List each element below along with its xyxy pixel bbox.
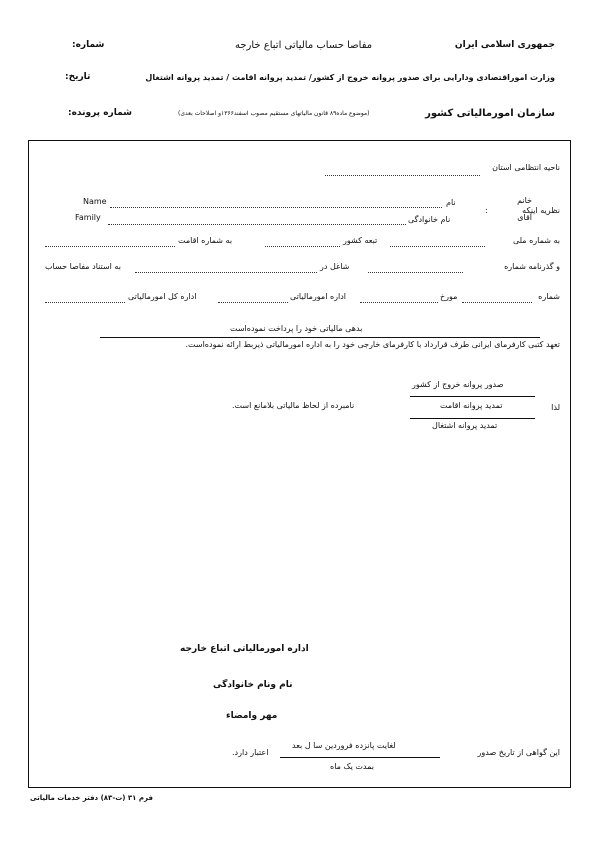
paid-text: بدهی مالیاتی خود را پرداخت نموده‌است xyxy=(230,324,363,333)
province-label: ناحیه انتظامی استان xyxy=(492,163,560,172)
ministry-line: وزارت اموراقتصادی ودارایی برای صدور پروانه خروج از کشور/ تمدید پروانه اقامت / تمدید پروانه اشتغال xyxy=(145,73,555,82)
nationality-label: تبعه کشور xyxy=(343,236,378,245)
province-field[interactable] xyxy=(325,175,480,176)
signature-office: اداره امورمالیاتی اتباع خارجه xyxy=(180,644,309,654)
national-id-label: به شماره ملی xyxy=(512,236,560,245)
last-name-field[interactable] xyxy=(108,224,406,225)
first-name-fa: نام xyxy=(446,198,456,207)
therefore-label: لذا xyxy=(551,403,560,412)
validity-line xyxy=(280,757,440,758)
tax-office-field[interactable] xyxy=(218,302,288,303)
first-name-field[interactable] xyxy=(110,207,442,208)
validity-bottom-option: بمدت یک ماه xyxy=(330,762,374,771)
general-tax-office-field[interactable] xyxy=(45,302,125,303)
date-label: تاریخ: xyxy=(65,72,91,82)
last-name-fa: نام خانوادگی xyxy=(408,215,451,224)
form-code: فرم ۳۱ (ت-۸۳) دفتر خدمات مالیاتی xyxy=(30,794,153,802)
first-name-en: Name xyxy=(83,197,107,206)
employed-at-label: شاغل در xyxy=(320,262,350,271)
republic-title: جمهوری اسلامی ایران xyxy=(454,40,555,50)
no-objection-text: نامبرده از لحاظ مالیاتی بلامانع است. xyxy=(232,401,355,410)
clearance-basis-label: به استناد مفاصا حساب xyxy=(45,262,121,271)
passport-label: و گذرنامه شماره xyxy=(504,262,560,271)
clearance-date-field[interactable] xyxy=(360,302,438,303)
commitment-text: تعهد کتبی کارفرمای ایرانی طرف قرارداد با کارفرمای خارجی خود را به اداره امورمالیاتی ذیربط ارائه نموده‌است. xyxy=(185,340,560,349)
validity-suffix: اعتبار دارد. xyxy=(232,748,269,757)
dated-label: مورخ xyxy=(440,292,458,301)
madam-label: خانم xyxy=(517,196,532,205)
opinion-label: نظریه اینکه xyxy=(522,206,560,215)
tax-office-label: اداره امورمالیاتی xyxy=(290,292,347,301)
residence-number-label: به شماره اقامت xyxy=(178,236,233,245)
last-name-en: Family xyxy=(75,213,101,222)
number-label: شماره: xyxy=(72,40,105,50)
option-line-2 xyxy=(410,418,535,419)
option-line-1 xyxy=(410,396,535,397)
option-residence: تمدید پروانه اقامت xyxy=(440,401,503,410)
organization-title: سازمان امورمالیاتی کشور xyxy=(425,108,555,119)
residence-number-field[interactable] xyxy=(45,246,175,247)
fraction-line xyxy=(100,337,540,338)
passport-field[interactable] xyxy=(368,272,463,273)
file-number-label: شماره پرونده: xyxy=(68,108,132,118)
signature-name: نام ونام خانوادگی xyxy=(213,680,293,690)
mister-label: آقای xyxy=(517,213,532,222)
signature-stamp: مهر وامضاء xyxy=(226,711,278,721)
national-id-field[interactable] xyxy=(390,246,485,247)
form-frame xyxy=(28,140,571,788)
option-exit: صدور پروانه خروج از کشور xyxy=(412,380,504,389)
validity-prefix: این گواهی از تاریخ صدور xyxy=(477,748,560,757)
validity-top-option: لغایت پانزده فروردین سا ل بعد xyxy=(292,741,396,750)
law-note: (موضوع ماده۸۹ قانون مالیاتهای مستقیم مصوب اسفند۱۳۶۶و اصلاحات بعدی) xyxy=(178,110,370,117)
option-employment: تمدید پروانه اشتغال xyxy=(432,421,498,430)
general-tax-office-label: اداره کل امورمالیاتی xyxy=(128,292,197,301)
clearance-number-field[interactable] xyxy=(462,302,532,303)
number-row-label: شماره xyxy=(538,292,560,301)
colon-mark: : xyxy=(485,206,488,215)
employer-field[interactable] xyxy=(135,272,317,273)
nationality-field[interactable] xyxy=(265,246,340,247)
form-title: مفاصا حساب مالیاتی اتباع خارجه xyxy=(235,40,373,51)
